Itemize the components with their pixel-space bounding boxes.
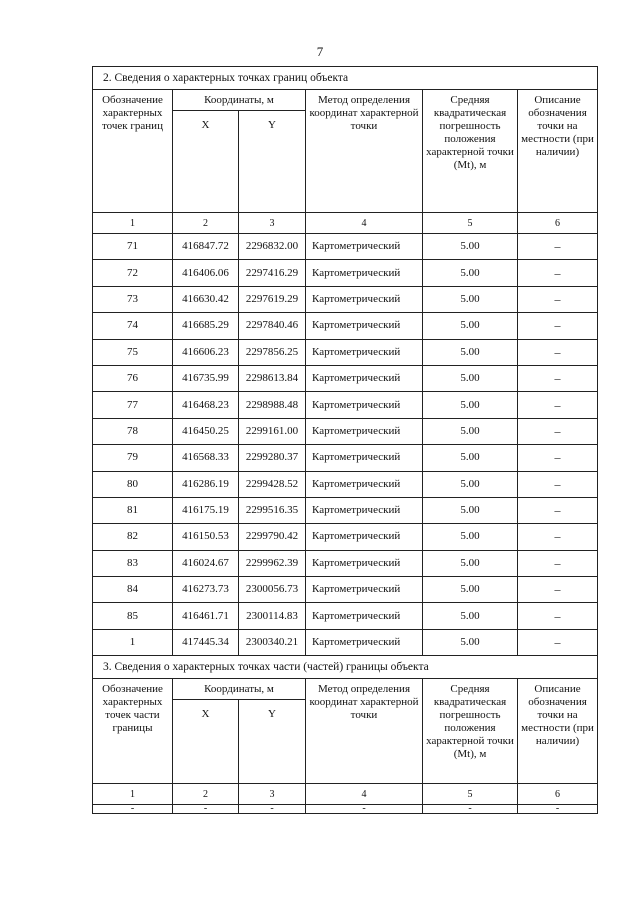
- description-cell: –: [518, 339, 598, 365]
- point-id-cell: 77: [93, 392, 173, 418]
- point-id-cell: 81: [93, 497, 173, 523]
- s3-header-accuracy: Средняя квадратическая погрешность положения характерной точки (Mt), м: [423, 679, 518, 784]
- accuracy-cell: 5.00: [423, 629, 518, 655]
- accuracy-cell: 5.00: [423, 339, 518, 365]
- table-row: [93, 445, 598, 471]
- accuracy-cell: 5.00: [423, 577, 518, 603]
- x-coordinate-cell: 416461.71: [173, 603, 239, 629]
- section3-title: 3. Сведения о характерных точках части (частей) границы объекта: [93, 656, 598, 679]
- accuracy-cell: 5.00: [423, 445, 518, 471]
- method-cell: Картометрический: [306, 577, 423, 603]
- s3-header-method: Метод определения координат характерной точки: [306, 679, 423, 784]
- x-coordinate-cell: 416685.29: [173, 313, 239, 339]
- method-cell: Картометрический: [306, 260, 423, 286]
- s3-header-description: Описание обозначения точки на местности (при наличии): [518, 679, 598, 784]
- s3-header-x: X: [173, 700, 239, 784]
- point-id-cell: 79: [93, 445, 173, 471]
- description-cell: –: [518, 471, 598, 497]
- y-coordinate-cell: 2297416.29: [239, 260, 306, 286]
- x-coordinate-cell: 416468.23: [173, 392, 239, 418]
- y-coordinate-cell: 2299790.42: [239, 524, 306, 550]
- description-cell: –: [518, 524, 598, 550]
- section2-title: 2. Сведения о характерных точках границ объекта: [93, 67, 598, 90]
- x-coordinate-cell: 416606.23: [173, 339, 239, 365]
- point-id-cell: 75: [93, 339, 173, 365]
- table-row: [93, 260, 598, 286]
- s2-colnum-6: 6: [518, 213, 598, 234]
- accuracy-cell: 5.00: [423, 418, 518, 444]
- point-id-cell: 72: [93, 260, 173, 286]
- method-cell: Картометрический: [306, 313, 423, 339]
- x-coordinate-cell: 416273.73: [173, 577, 239, 603]
- point-id-cell: 83: [93, 550, 173, 576]
- accuracy-cell: 5.00: [423, 313, 518, 339]
- s3-header-designation: Обозначение характерных точек части границы: [93, 679, 173, 784]
- y-coordinate-cell: 2299280.37: [239, 445, 306, 471]
- s2-header-x: X: [173, 111, 239, 213]
- x-coordinate-cell: 416735.99: [173, 365, 239, 391]
- table-row: [93, 365, 598, 391]
- description-cell: –: [518, 550, 598, 576]
- s3-empty-cell: -: [306, 805, 423, 814]
- x-coordinate-cell: 416568.33: [173, 445, 239, 471]
- x-coordinate-cell: 416450.25: [173, 418, 239, 444]
- method-cell: Картометрический: [306, 497, 423, 523]
- point-id-cell: 78: [93, 418, 173, 444]
- x-coordinate-cell: 417445.34: [173, 629, 239, 655]
- y-coordinate-cell: 2298988.48: [239, 392, 306, 418]
- description-cell: –: [518, 577, 598, 603]
- x-coordinate-cell: 416847.72: [173, 234, 239, 260]
- y-coordinate-cell: 2299428.52: [239, 471, 306, 497]
- accuracy-cell: 5.00: [423, 524, 518, 550]
- description-cell: –: [518, 365, 598, 391]
- method-cell: Картометрический: [306, 234, 423, 260]
- s2-header-coordinates: Координаты, м: [173, 90, 306, 111]
- description-cell: –: [518, 629, 598, 655]
- y-coordinate-cell: 2300114.83: [239, 603, 306, 629]
- s3-empty-cell: -: [518, 805, 598, 814]
- table-row: [93, 471, 598, 497]
- s3-header-coordinates: Координаты, м: [173, 679, 306, 700]
- method-cell: Картометрический: [306, 629, 423, 655]
- table-row: [93, 603, 598, 629]
- y-coordinate-cell: 2299516.35: [239, 497, 306, 523]
- y-coordinate-cell: 2298613.84: [239, 365, 306, 391]
- table-row: [93, 497, 598, 523]
- s2-colnum-3: 3: [239, 213, 306, 234]
- y-coordinate-cell: 2300056.73: [239, 577, 306, 603]
- method-cell: Картометрический: [306, 445, 423, 471]
- s2-header-accuracy: Средняя квадратическая погрешность положения характерной точки (Mt), м: [423, 90, 518, 213]
- description-cell: –: [518, 234, 598, 260]
- y-coordinate-cell: 2297619.29: [239, 286, 306, 312]
- y-coordinate-cell: 2300340.21: [239, 629, 306, 655]
- table-row: [93, 286, 598, 312]
- accuracy-cell: 5.00: [423, 260, 518, 286]
- accuracy-cell: 5.00: [423, 497, 518, 523]
- point-id-cell: 85: [93, 603, 173, 629]
- description-cell: –: [518, 260, 598, 286]
- page-number: 7: [316, 44, 324, 59]
- s2-colnum-2: 2: [173, 213, 239, 234]
- y-coordinate-cell: 2299161.00: [239, 418, 306, 444]
- description-cell: –: [518, 313, 598, 339]
- s3-colnum-4: 4: [306, 784, 423, 805]
- s2-colnum-1: 1: [93, 213, 173, 234]
- accuracy-cell: 5.00: [423, 471, 518, 497]
- accuracy-cell: 5.00: [423, 234, 518, 260]
- method-cell: Картометрический: [306, 286, 423, 312]
- table-row: [93, 234, 598, 260]
- method-cell: Картометрический: [306, 365, 423, 391]
- table-row: [93, 392, 598, 418]
- method-cell: Картометрический: [306, 603, 423, 629]
- method-cell: Картометрический: [306, 392, 423, 418]
- s3-empty-cell: -: [93, 805, 173, 814]
- method-cell: Картометрический: [306, 418, 423, 444]
- x-coordinate-cell: 416175.19: [173, 497, 239, 523]
- s2-colnum-5: 5: [423, 213, 518, 234]
- point-id-cell: 74: [93, 313, 173, 339]
- s3-colnum-5: 5: [423, 784, 518, 805]
- description-cell: –: [518, 286, 598, 312]
- y-coordinate-cell: 2296832.00: [239, 234, 306, 260]
- s3-empty-cell: -: [239, 805, 306, 814]
- s3-header-y: Y: [239, 700, 306, 784]
- description-cell: –: [518, 392, 598, 418]
- s2-colnum-4: 4: [306, 213, 423, 234]
- point-id-cell: 76: [93, 365, 173, 391]
- accuracy-cell: 5.00: [423, 550, 518, 576]
- x-coordinate-cell: 416150.53: [173, 524, 239, 550]
- point-id-cell: 71: [93, 234, 173, 260]
- description-cell: –: [518, 497, 598, 523]
- s3-empty-cell: -: [173, 805, 239, 814]
- table-row: [93, 550, 598, 576]
- method-cell: Картометрический: [306, 524, 423, 550]
- s2-header-designation: Обозначение характерных точек границ: [93, 90, 173, 213]
- point-id-cell: 73: [93, 286, 173, 312]
- s2-header-y: Y: [239, 111, 306, 213]
- x-coordinate-cell: 416286.19: [173, 471, 239, 497]
- y-coordinate-cell: 2297856.25: [239, 339, 306, 365]
- s3-colnum-6: 6: [518, 784, 598, 805]
- point-id-cell: 1: [93, 629, 173, 655]
- document-tables: [92, 66, 597, 814]
- y-coordinate-cell: 2299962.39: [239, 550, 306, 576]
- table-row: [93, 577, 598, 603]
- y-coordinate-cell: 2297840.46: [239, 313, 306, 339]
- accuracy-cell: 5.00: [423, 365, 518, 391]
- table-row: [93, 313, 598, 339]
- point-id-cell: 80: [93, 471, 173, 497]
- point-id-cell: 82: [93, 524, 173, 550]
- s3-empty-cell: -: [423, 805, 518, 814]
- point-id-cell: 84: [93, 577, 173, 603]
- x-coordinate-cell: 416024.67: [173, 550, 239, 576]
- section3-table: [92, 656, 598, 814]
- accuracy-cell: 5.00: [423, 603, 518, 629]
- method-cell: Картометрический: [306, 550, 423, 576]
- table-row: [93, 524, 598, 550]
- table-row: [93, 339, 598, 365]
- x-coordinate-cell: 416406.06: [173, 260, 239, 286]
- s2-header-description: Описание обозначения точки на местности (при наличии): [518, 90, 598, 213]
- accuracy-cell: 5.00: [423, 392, 518, 418]
- accuracy-cell: 5.00: [423, 286, 518, 312]
- description-cell: –: [518, 445, 598, 471]
- x-coordinate-cell: 416630.42: [173, 286, 239, 312]
- description-cell: –: [518, 603, 598, 629]
- table-row: [93, 629, 598, 655]
- s3-colnum-1: 1: [93, 784, 173, 805]
- s2-header-method: Метод определения координат характерной точки: [306, 90, 423, 213]
- method-cell: Картометрический: [306, 339, 423, 365]
- s3-colnum-3: 3: [239, 784, 306, 805]
- description-cell: –: [518, 418, 598, 444]
- s3-colnum-2: 2: [173, 784, 239, 805]
- method-cell: Картометрический: [306, 471, 423, 497]
- table-row: [93, 418, 598, 444]
- section2-table: [92, 66, 598, 656]
